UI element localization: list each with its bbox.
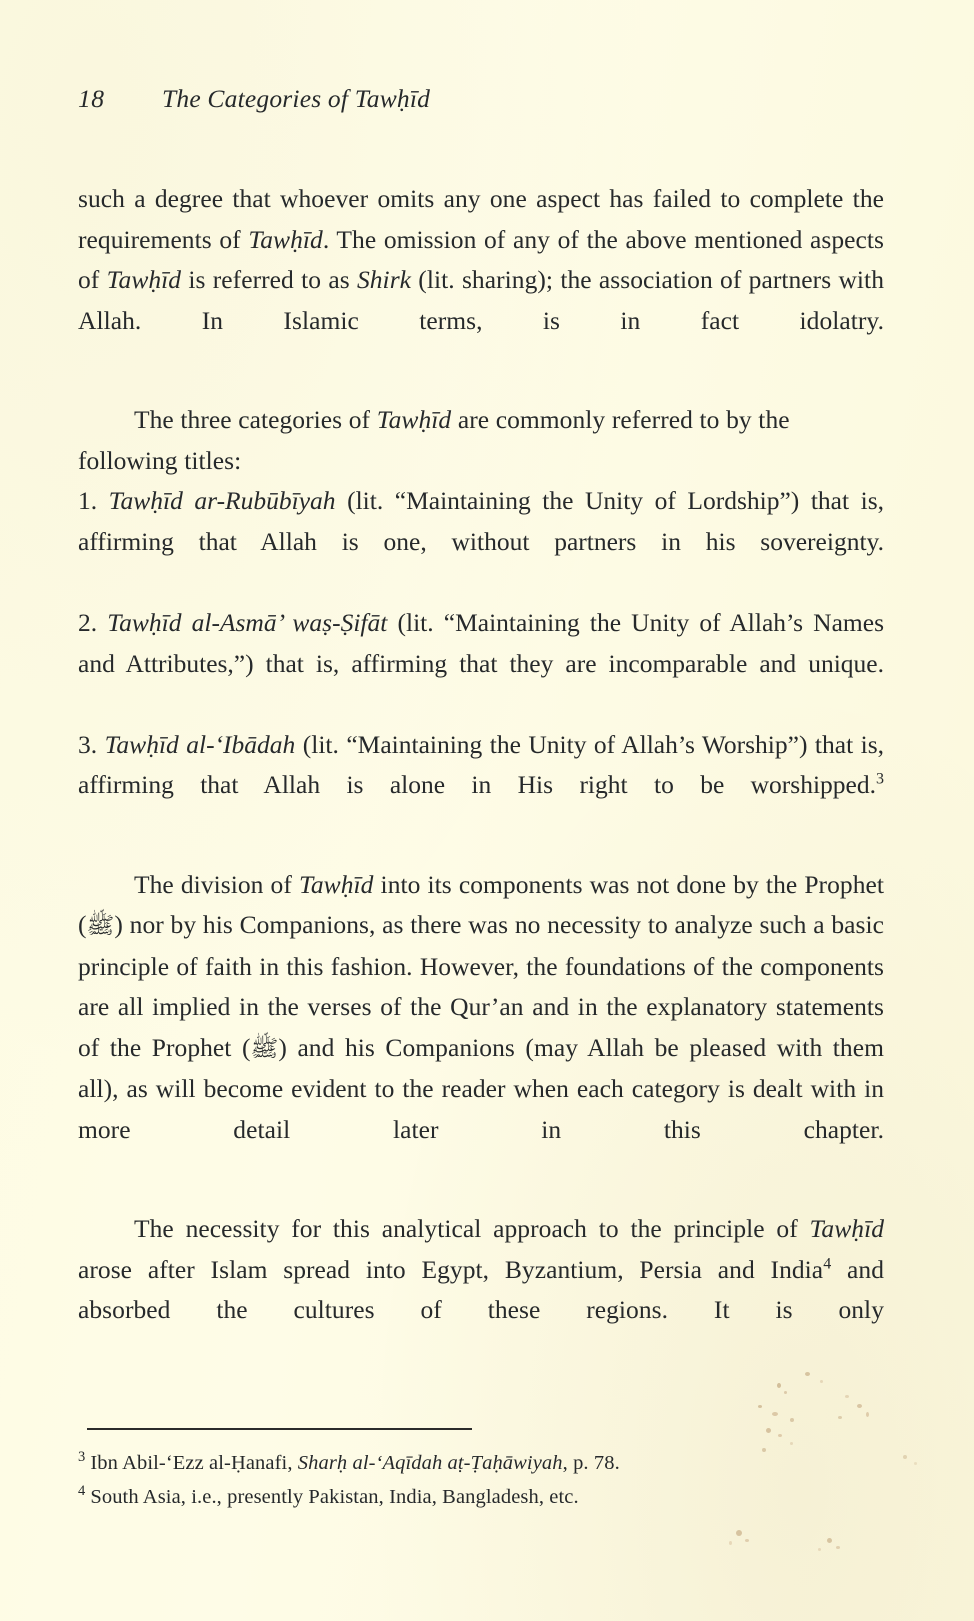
paragraph-1-text-a: such a degree that whoever omits any one aspect has failed to complete the requirements of — [78, 184, 884, 254]
list-item-number: 3. — [78, 729, 98, 759]
paper-foxing-spot — [777, 1383, 781, 1388]
footnote-text-pre: Ibn Abil-‘Ezz al-Ḥanafi, — [90, 1452, 298, 1474]
running-head — [78, 84, 884, 124]
list-item-body: (lit. “Maintaining the Unity of Allah’s Names and Attributes,”) that is, affirming that they are incomparable and unique. — [78, 607, 884, 678]
paper-foxing-spot — [836, 1546, 840, 1549]
paper-foxing-spot — [736, 1530, 742, 1536]
list-item-body: (lit. “Maintaining the Unity of Allah’s Worship”) that is, affirming that Allah is alone in His right to be worshipped. — [78, 729, 884, 800]
footnote-text-pre: South Asia, i.e., presently Pakistan, India, Bangladesh, etc. — [90, 1486, 579, 1508]
paragraph-1 — [78, 179, 884, 382]
paper-foxing-spot — [914, 1462, 917, 1465]
paragraph-2 — [78, 400, 884, 481]
term-tawhid-2: Tawḥīd — [106, 265, 182, 295]
list-item — [78, 603, 884, 725]
list-item-number: 2. — [78, 607, 98, 637]
paper-foxing-spot — [866, 1412, 869, 1417]
page-number: 18 — [78, 84, 105, 113]
footnote-separator-rule — [87, 1428, 472, 1430]
paper-foxing-spot — [857, 1404, 862, 1408]
paragraph-1-text-b: . The omission of any of the above mentioned aspects of — [78, 224, 884, 295]
list-item-number: 1. — [78, 486, 98, 516]
paragraph-3 — [78, 865, 884, 1192]
list-item-term: Tawḥīd ar-Rubūbīyah — [108, 486, 336, 516]
footnote — [78, 1482, 884, 1512]
term-shirk: Shirk — [356, 265, 412, 295]
paper-foxing-spot — [827, 1538, 832, 1543]
paper-foxing-spot — [729, 1541, 732, 1545]
list-item — [78, 725, 884, 847]
paragraph-3-text-d: ) and his Companions (may Allah be pleased with them all), as will become evident to the reader when each category is dealt with in more detail later in this chapter. — [78, 1032, 884, 1145]
footnote-work-title: Sharḥ al-‘Aqīdah aṭ-Ṭaḥāwiyah — [297, 1452, 563, 1474]
paragraph-4-text-b: arose after Islam spread into Egypt, Byzantium, Persia and India — [78, 1254, 824, 1284]
list-item-term: Tawḥīd al-‘Ibādah — [104, 729, 296, 759]
term-tawhid-3: Tawḥīd — [376, 404, 452, 434]
paragraph-1-text-d: (lit. sharing); the association of partners with Allah. In Islamic terms, is in fact idolatry. — [78, 265, 884, 335]
paper-foxing-spot — [845, 1395, 849, 1398]
paragraph-4 — [78, 1209, 884, 1371]
paper-foxing-spot — [745, 1539, 749, 1542]
term-tawhid-4: Tawḥīd — [298, 869, 374, 899]
chapter-title: The Categories of Tawḥīd — [162, 84, 431, 113]
paragraph-3-text-c: ) nor by his Companions, as there was no necessity to analyze such a basic principle of faith in this fashion. However, the foundations of the components are all implied in the verses of the Qur’an and in the explanatory statements of the Prophet ( — [78, 910, 884, 1062]
paragraph-4-text-a: The necessity for this analytical approach to the principle of — [134, 1214, 810, 1244]
paper-foxing-spot — [772, 1412, 778, 1416]
paper-foxing-spot — [805, 1372, 810, 1376]
paragraph-1-text-c: is referred to as — [181, 265, 357, 295]
footnote — [78, 1448, 884, 1478]
term-tawhid-5: Tawḥīd — [809, 1214, 884, 1244]
footnote-reference-4: 4 — [823, 1255, 832, 1273]
paragraph-2-text-b: are commonly referred to by the following titles: — [78, 404, 790, 475]
paragraph-3-text-a: The division of — [134, 869, 299, 899]
salawat-glyph: ﷺ — [250, 1035, 279, 1061]
term-tawhid-1: Tawḥīd — [248, 224, 323, 254]
paragraph-2-text-a: The three categories of — [134, 404, 377, 434]
footnote-reference-3: 3 — [876, 770, 884, 788]
paper-foxing-spot — [758, 1405, 762, 1408]
salawat-glyph: ﷺ — [86, 913, 115, 939]
paper-foxing-spot — [820, 1380, 823, 1383]
list-item-term: Tawḥīd al-Asmā’ waṣ-Ṣifāt — [107, 607, 388, 637]
paper-foxing-spot — [784, 1391, 787, 1394]
footnote-text-post: , p. 78. — [562, 1452, 620, 1474]
paragraph-4-text-c: and absorbed the cultures of these regions. It is only — [78, 1254, 884, 1325]
list-item — [78, 481, 884, 603]
body-text — [78, 179, 884, 1372]
footnote-marker: 4 — [78, 1483, 86, 1500]
list-item-body: (lit. “Maintaining the Unity of Lordship”) that is, affirming that Allah is one, without partners in his sovereignty. — [78, 486, 884, 556]
paper-foxing-spot — [790, 1418, 794, 1422]
paper-foxing-spot — [818, 1548, 821, 1551]
paper-foxing-spot — [838, 1416, 842, 1419]
footnote-marker: 3 — [78, 1449, 86, 1466]
paper-foxing-spot — [903, 1455, 907, 1459]
footnote-section — [78, 1428, 884, 1516]
paragraph-3-text-b: into its components was not done by the Prophet ( — [78, 869, 884, 940]
page-content-column — [78, 0, 884, 1372]
